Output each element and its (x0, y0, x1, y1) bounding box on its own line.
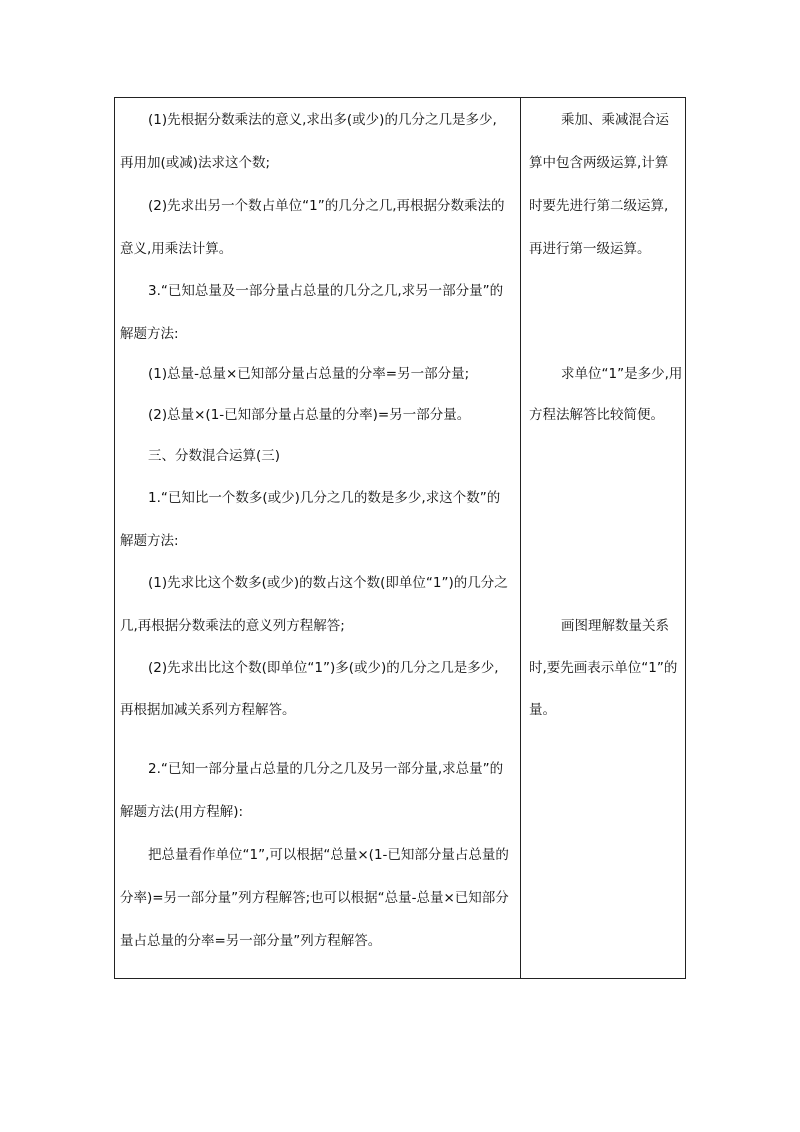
side-note-line: 求单位“1”是多少,用 (561, 366, 683, 382)
note-table (114, 97, 686, 979)
main-line: (2)先求出比这个数(即单位“1”)多(或少)的几分之几是多少, (148, 660, 499, 676)
main-line: 解题方法: (120, 533, 179, 549)
main-line: 几,再根据分数乘法的意义列方程解答; (120, 618, 345, 634)
side-note-line: 再进行第一级运算。 (529, 241, 651, 257)
main-line: 3.“已知总量及一部分量占总量的几分之几,求另一部分量”的 (148, 283, 504, 299)
side-note-line: 方程法解答比较简便。 (529, 407, 664, 423)
side-note-line: 时,要先画表示单位“1”的 (529, 660, 678, 676)
main-line: 再用加(或减)法求这个数; (120, 155, 271, 171)
main-line: (1)先求比这个数多(或少)的数占这个数(即单位“1”)的几分之 (148, 575, 508, 591)
main-line: 量占总量的分率=另一部分量”列方程解答。 (120, 933, 382, 949)
main-line: (2)总量×(1-已知部分量占总量的分率)=另一部分量。 (148, 407, 471, 423)
main-line: (1)先根据分数乘法的意义,求出多(或少)的几分之几是多少, (148, 112, 497, 128)
side-note-line: 时要先进行第二级运算, (529, 198, 669, 214)
side-note-line: 画图理解数量关系 (561, 618, 669, 634)
main-line: 解题方法: (120, 326, 179, 342)
column-divider (520, 98, 521, 978)
main-line: 分率)=另一部分量”列方程解答;也可以根据“总量-总量×已知部分 (120, 890, 509, 906)
main-line: (2)先求出另一个数占单位“1”的几分之几,再根据分数乘法的 (148, 198, 505, 214)
main-line: 把总量看作单位“1”,可以根据“总量×(1-已知部分量占总量的 (148, 847, 509, 863)
side-note-line: 乘加、乘减混合运 (561, 112, 669, 128)
main-line: 2.“已知一部分量占总量的几分之几及另一部分量,求总量”的 (148, 761, 504, 777)
main-line: 再根据加减关系列方程解答。 (120, 702, 296, 718)
side-note-line: 算中包含两级运算,计算 (529, 155, 669, 171)
main-line: 解题方法(用方程解): (120, 804, 244, 820)
main-line: 1.“已知比一个数多(或少)几分之几的数是多少,求这个数”的 (148, 490, 501, 506)
main-line: (1)总量-总量×已知部分量占总量的分率=另一部分量; (148, 366, 470, 382)
side-note-line: 量。 (529, 702, 556, 718)
main-line: 意义,用乘法计算。 (120, 241, 233, 257)
section-heading: 三、分数混合运算(三) (148, 448, 281, 464)
